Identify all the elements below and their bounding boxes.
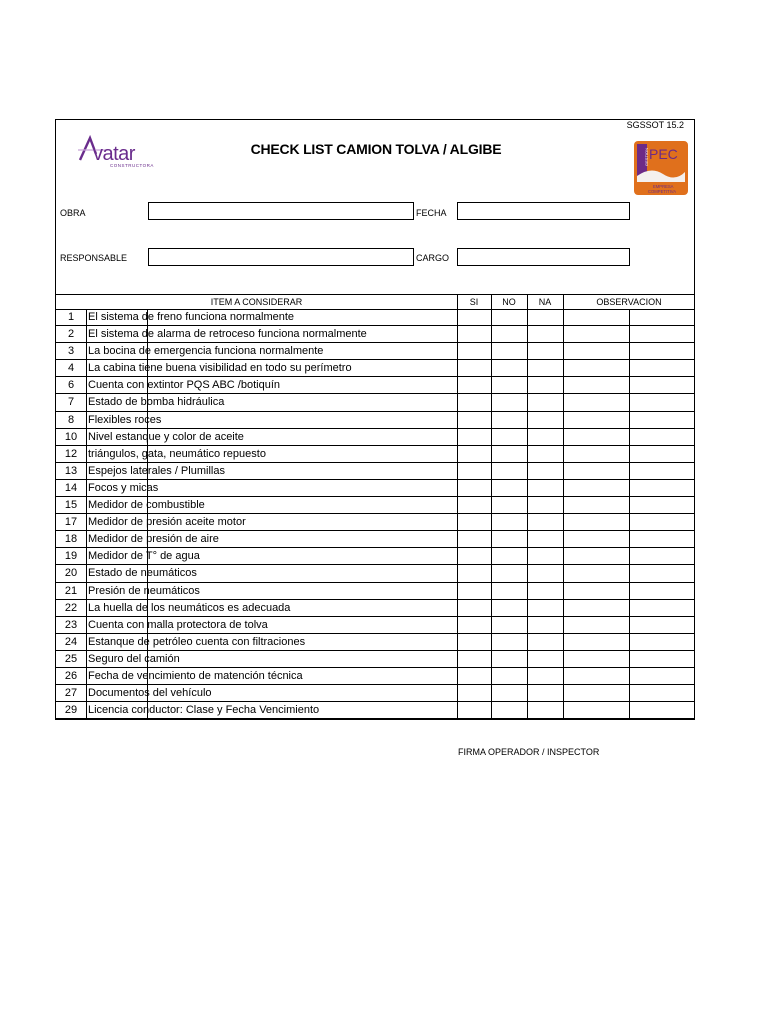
item-text: El sistema de freno funciona normalmente bbox=[88, 311, 295, 323]
cell-si[interactable] bbox=[458, 634, 491, 650]
header-item: ITEM A CONSIDERAR bbox=[210, 297, 303, 307]
cell-no[interactable] bbox=[492, 394, 527, 410]
cell-obs1[interactable] bbox=[564, 412, 629, 428]
cell-na[interactable] bbox=[528, 565, 563, 581]
fecha-label: FECHA bbox=[416, 208, 447, 218]
cell-na[interactable] bbox=[528, 309, 563, 325]
cell-obs1[interactable] bbox=[564, 548, 629, 564]
responsable-label: RESPONSABLE bbox=[60, 253, 128, 263]
cell-no[interactable] bbox=[492, 600, 527, 616]
cell-na[interactable] bbox=[528, 514, 563, 530]
item-number: 21 bbox=[64, 584, 78, 597]
item-text: El sistema de alarma de retroceso funciona normalmente bbox=[88, 328, 367, 341]
table-row bbox=[56, 531, 694, 548]
cell-obs1[interactable] bbox=[564, 497, 629, 513]
item-number: 12 bbox=[64, 447, 78, 460]
cell-obs1[interactable] bbox=[564, 514, 629, 530]
cell-obs1[interactable] bbox=[564, 429, 629, 445]
svg-text:GESTION: GESTION bbox=[644, 147, 649, 166]
item-number: 3 bbox=[67, 345, 75, 358]
cell-na[interactable] bbox=[528, 480, 563, 496]
cell-si[interactable] bbox=[458, 377, 491, 393]
checklist-sheet bbox=[55, 119, 695, 720]
page-title: CHECK LIST CAMION TOLVA / ALGIBE bbox=[250, 141, 502, 157]
item-text: Seguro del camión bbox=[88, 652, 180, 665]
table-row bbox=[56, 377, 694, 394]
cell-obs2[interactable] bbox=[630, 617, 695, 633]
cell-obs2[interactable] bbox=[630, 343, 695, 359]
cell-no[interactable] bbox=[492, 463, 527, 479]
cell-obs1[interactable] bbox=[564, 685, 629, 701]
cell-na[interactable] bbox=[528, 617, 563, 633]
item-number: 22 bbox=[64, 601, 78, 614]
header-observacion: OBSERVACION bbox=[596, 297, 662, 307]
item-text: Medidor de presión aceite motor bbox=[88, 516, 246, 529]
item-text: Flexibles roces bbox=[88, 413, 162, 426]
cell-obs1[interactable] bbox=[564, 360, 629, 376]
svg-text:COMPETITIVA: COMPETITIVA bbox=[648, 189, 677, 194]
cell-no[interactable] bbox=[492, 702, 527, 718]
item-number: 29 bbox=[64, 704, 78, 717]
cargo-input[interactable] bbox=[457, 248, 630, 266]
cell-si[interactable] bbox=[458, 583, 491, 599]
cell-na[interactable] bbox=[528, 343, 563, 359]
cell-no[interactable] bbox=[492, 326, 527, 342]
item-number: 26 bbox=[64, 669, 78, 682]
table-row bbox=[56, 668, 694, 685]
cell-si[interactable] bbox=[458, 600, 491, 616]
cell-si[interactable] bbox=[458, 429, 491, 445]
item-number: 25 bbox=[64, 652, 78, 665]
cell-obs2[interactable] bbox=[630, 565, 695, 581]
cell-no[interactable] bbox=[492, 565, 527, 581]
item-text: Estado de neumáticos bbox=[88, 567, 197, 580]
pec-logo bbox=[633, 140, 689, 196]
cell-na[interactable] bbox=[528, 446, 563, 462]
item-text: Espejos laterales / Plumillas bbox=[88, 464, 225, 477]
responsable-input[interactable] bbox=[148, 248, 414, 266]
cell-obs2[interactable] bbox=[630, 702, 695, 718]
item-number: 2 bbox=[67, 328, 75, 341]
cell-obs2[interactable] bbox=[630, 668, 695, 684]
cell-si[interactable] bbox=[458, 412, 491, 428]
cell-no[interactable] bbox=[492, 617, 527, 633]
obra-input[interactable] bbox=[148, 202, 414, 220]
cell-na[interactable] bbox=[528, 429, 563, 445]
table-row bbox=[56, 514, 694, 531]
cell-no[interactable] bbox=[492, 531, 527, 547]
cell-obs2[interactable] bbox=[630, 446, 695, 462]
cell-na[interactable] bbox=[528, 583, 563, 599]
cell-obs2[interactable] bbox=[630, 412, 695, 428]
table-row bbox=[56, 326, 694, 343]
cell-no[interactable] bbox=[492, 412, 527, 428]
svg-text:PEC: PEC bbox=[649, 146, 678, 162]
cell-na[interactable] bbox=[528, 360, 563, 376]
table-row bbox=[56, 651, 694, 668]
item-text: La huella de los neumáticos es adecuada bbox=[88, 601, 291, 614]
cell-obs1[interactable] bbox=[564, 326, 629, 342]
item-number: 23 bbox=[64, 618, 78, 631]
table-row bbox=[56, 617, 694, 634]
table-row bbox=[56, 309, 694, 326]
cell-obs2[interactable] bbox=[630, 600, 695, 616]
cell-si[interactable] bbox=[458, 343, 491, 359]
item-text: Cuenta con extintor PQS ABC /botiquín bbox=[88, 379, 281, 392]
cell-obs1[interactable] bbox=[564, 463, 629, 479]
item-text: La cabina tiene buena visibilidad en todo su perímetro bbox=[88, 362, 352, 375]
cell-na[interactable] bbox=[528, 394, 563, 410]
cell-na[interactable] bbox=[528, 412, 563, 428]
cell-si[interactable] bbox=[458, 326, 491, 342]
cell-na[interactable] bbox=[528, 377, 563, 393]
cell-obs1[interactable] bbox=[564, 600, 629, 616]
item-text: Fecha de vencimiento de matención técnica bbox=[88, 669, 303, 682]
item-text: triángulos, gata, neumático repuesto bbox=[88, 447, 266, 460]
item-number: 18 bbox=[64, 533, 78, 546]
item-number: 20 bbox=[64, 567, 78, 580]
cell-obs2[interactable] bbox=[630, 429, 695, 445]
table-row bbox=[56, 548, 694, 565]
cell-no[interactable] bbox=[492, 309, 527, 325]
item-text: Documentos del vehículo bbox=[88, 687, 212, 700]
item-number: 10 bbox=[64, 430, 78, 443]
cell-si[interactable] bbox=[458, 685, 491, 701]
header-no: NO bbox=[502, 297, 516, 307]
table-row bbox=[56, 583, 694, 600]
table-row bbox=[56, 685, 694, 702]
cell-obs1[interactable] bbox=[564, 480, 629, 496]
cell-obs2[interactable] bbox=[630, 394, 695, 410]
cell-na[interactable] bbox=[528, 326, 563, 342]
item-number: 8 bbox=[67, 413, 75, 426]
svg-text:EMPRESA: EMPRESA bbox=[653, 184, 674, 189]
table-row bbox=[56, 343, 694, 360]
cell-obs1[interactable] bbox=[564, 343, 629, 359]
cell-na[interactable] bbox=[528, 497, 563, 513]
cell-na[interactable] bbox=[528, 634, 563, 650]
item-number: 14 bbox=[64, 481, 78, 494]
cell-no[interactable] bbox=[492, 343, 527, 359]
cell-no[interactable] bbox=[492, 685, 527, 701]
table-row bbox=[56, 394, 694, 411]
cell-obs1[interactable] bbox=[564, 634, 629, 650]
cell-obs2[interactable] bbox=[630, 480, 695, 496]
cell-obs2[interactable] bbox=[630, 548, 695, 564]
cell-obs1[interactable] bbox=[564, 702, 629, 718]
cell-si[interactable] bbox=[458, 394, 491, 410]
cell-obs2[interactable] bbox=[630, 514, 695, 530]
item-text: Medidor de combustible bbox=[88, 499, 205, 512]
fecha-input[interactable] bbox=[457, 202, 630, 220]
cell-si[interactable] bbox=[458, 617, 491, 633]
cell-no[interactable] bbox=[492, 514, 527, 530]
checklist-rows bbox=[56, 309, 694, 719]
signature-label: FIRMA OPERADOR / INSPECTOR bbox=[458, 747, 600, 757]
table-row bbox=[56, 480, 694, 497]
cell-na[interactable] bbox=[528, 685, 563, 701]
cell-na[interactable] bbox=[528, 651, 563, 667]
item-number: 4 bbox=[67, 362, 75, 375]
cell-na[interactable] bbox=[528, 463, 563, 479]
table-row bbox=[56, 565, 694, 582]
item-number: 6 bbox=[67, 379, 75, 392]
cell-na[interactable] bbox=[528, 548, 563, 564]
table-row bbox=[56, 702, 694, 719]
cell-obs1[interactable] bbox=[564, 583, 629, 599]
table-row bbox=[56, 634, 694, 651]
cell-si[interactable] bbox=[458, 548, 491, 564]
cell-obs2[interactable] bbox=[630, 583, 695, 599]
item-text: Licencia conductor: Clase y Fecha Vencimiento bbox=[88, 704, 320, 717]
svg-text:CONSTRUCTORA: CONSTRUCTORA bbox=[110, 163, 154, 168]
cell-no[interactable] bbox=[492, 634, 527, 650]
item-number: 7 bbox=[67, 396, 75, 409]
item-number: 17 bbox=[64, 516, 78, 529]
item-number: 27 bbox=[64, 687, 78, 700]
item-number: 13 bbox=[64, 464, 78, 477]
cell-no[interactable] bbox=[492, 480, 527, 496]
cell-si[interactable] bbox=[458, 497, 491, 513]
cell-si[interactable] bbox=[458, 446, 491, 462]
item-number: 1 bbox=[67, 311, 75, 323]
cargo-label: CARGO bbox=[416, 253, 450, 263]
table-row bbox=[56, 360, 694, 377]
cell-obs1[interactable] bbox=[564, 668, 629, 684]
table-row bbox=[56, 463, 694, 480]
cell-obs1[interactable] bbox=[564, 377, 629, 393]
cell-obs2[interactable] bbox=[630, 309, 695, 325]
table-row bbox=[56, 412, 694, 429]
cell-no[interactable] bbox=[492, 651, 527, 667]
item-text: Estado de bomba hidráulica bbox=[88, 396, 225, 409]
cell-na[interactable] bbox=[528, 600, 563, 616]
cell-obs1[interactable] bbox=[564, 651, 629, 667]
svg-text:vatar: vatar bbox=[93, 143, 135, 165]
header-si: SI bbox=[469, 297, 479, 307]
cell-no[interactable] bbox=[492, 548, 527, 564]
cell-si[interactable] bbox=[458, 531, 491, 547]
cell-na[interactable] bbox=[528, 702, 563, 718]
item-text: Presión de neumáticos bbox=[88, 584, 200, 597]
cell-obs2[interactable] bbox=[630, 531, 695, 547]
cell-si[interactable] bbox=[458, 702, 491, 718]
item-number: 19 bbox=[64, 550, 78, 563]
table-row bbox=[56, 446, 694, 463]
item-text: La bocina de emergencia funciona normalmente bbox=[88, 345, 324, 358]
cell-obs2[interactable] bbox=[630, 463, 695, 479]
obra-label: OBRA bbox=[60, 208, 86, 218]
table-row bbox=[56, 600, 694, 617]
cell-si[interactable] bbox=[458, 565, 491, 581]
cell-no[interactable] bbox=[492, 429, 527, 445]
item-text: Focos y micas bbox=[88, 481, 159, 494]
cell-no[interactable] bbox=[492, 668, 527, 684]
cell-si[interactable] bbox=[458, 514, 491, 530]
avatar-logo bbox=[76, 132, 166, 172]
item-text: Estanque de petróleo cuenta con filtraciones bbox=[88, 635, 306, 648]
cell-obs2[interactable] bbox=[630, 360, 695, 376]
cell-obs2[interactable] bbox=[630, 326, 695, 342]
cell-si[interactable] bbox=[458, 668, 491, 684]
cell-obs1[interactable] bbox=[564, 617, 629, 633]
cell-si[interactable] bbox=[458, 309, 491, 325]
item-number: 24 bbox=[64, 635, 78, 648]
cell-no[interactable] bbox=[492, 497, 527, 513]
item-text: Medidor de presión de aire bbox=[88, 533, 219, 546]
cell-no[interactable] bbox=[492, 360, 527, 376]
document-code: SGSSOT 15.2 bbox=[626, 120, 684, 130]
header-na: NA bbox=[538, 297, 552, 307]
item-number: 15 bbox=[64, 499, 78, 512]
item-text: Medidor de T° de agua bbox=[88, 550, 200, 563]
cell-na[interactable] bbox=[528, 668, 563, 684]
cell-obs2[interactable] bbox=[630, 634, 695, 650]
cell-obs1[interactable] bbox=[564, 309, 629, 325]
cell-si[interactable] bbox=[458, 480, 491, 496]
cell-si[interactable] bbox=[458, 463, 491, 479]
cell-no[interactable] bbox=[492, 583, 527, 599]
table-row bbox=[56, 429, 694, 446]
cell-no[interactable] bbox=[492, 377, 527, 393]
table-row bbox=[56, 497, 694, 514]
cell-obs2[interactable] bbox=[630, 651, 695, 667]
cell-obs2[interactable] bbox=[630, 685, 695, 701]
cell-obs2[interactable] bbox=[630, 497, 695, 513]
item-text: Nivel estanque y color de aceite bbox=[88, 430, 244, 443]
cell-si[interactable] bbox=[458, 651, 491, 667]
item-text: Cuenta con malla protectora de tolva bbox=[88, 618, 268, 631]
cell-no[interactable] bbox=[492, 446, 527, 462]
cell-obs2[interactable] bbox=[630, 377, 695, 393]
cell-obs1[interactable] bbox=[564, 531, 629, 547]
cell-na[interactable] bbox=[528, 531, 563, 547]
table-header bbox=[56, 294, 694, 310]
cell-obs1[interactable] bbox=[564, 446, 629, 462]
cell-si[interactable] bbox=[458, 360, 491, 376]
cell-obs1[interactable] bbox=[564, 394, 629, 410]
cell-obs1[interactable] bbox=[564, 565, 629, 581]
